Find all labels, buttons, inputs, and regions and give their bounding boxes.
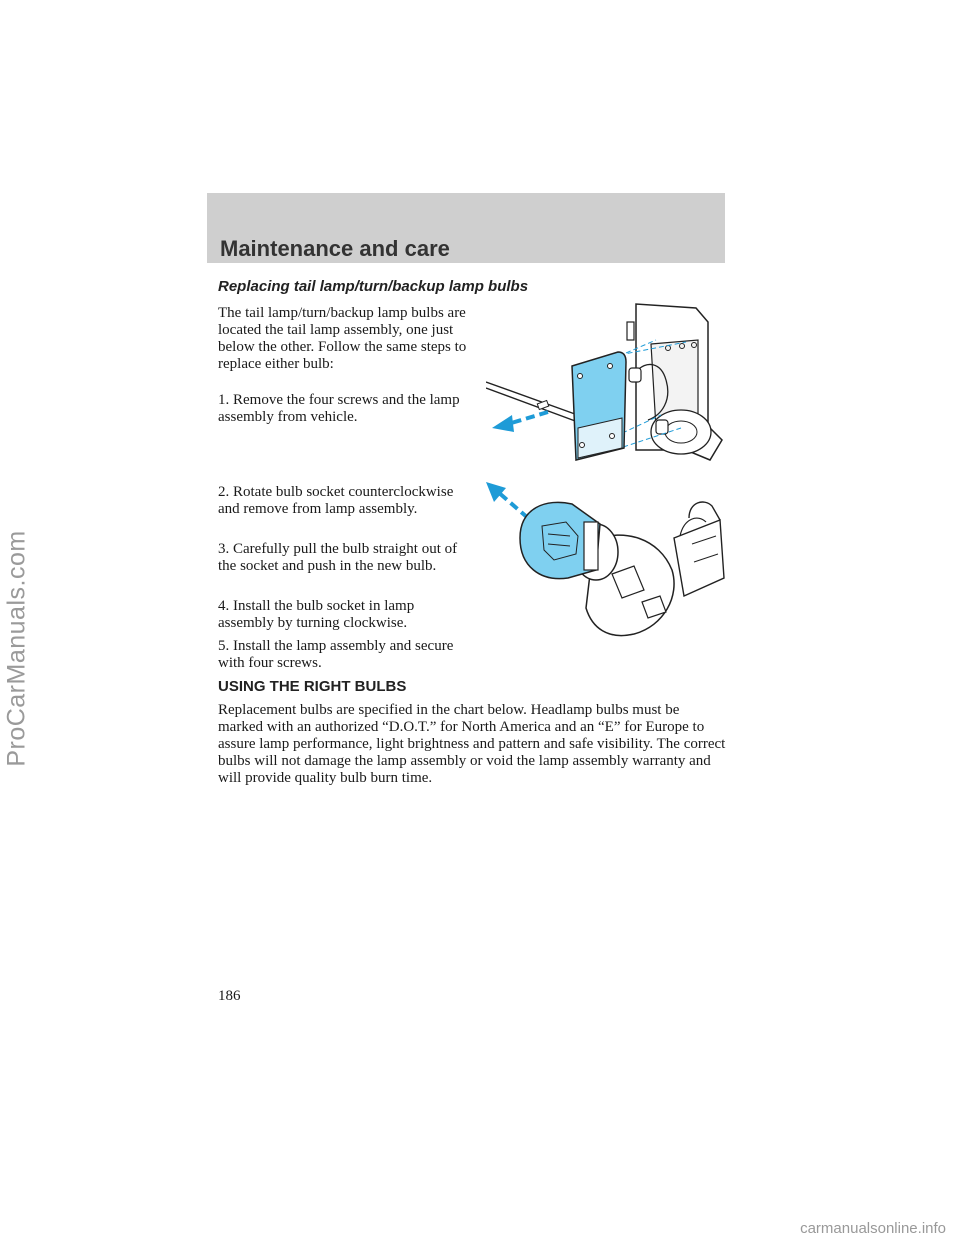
bulbs-heading: USING THE RIGHT BULBS (218, 678, 407, 695)
step-2: 2. Rotate bulb socket counterclockwise and remove from lamp assembly. (218, 484, 454, 517)
watermark-text: ProCarManuals.com (2, 529, 31, 767)
subheading: Replacing tail lamp/turn/backup lamp bulbs (218, 278, 529, 295)
page-number: 186 (218, 988, 241, 1004)
bulbs-paragraph: Replacement bulbs are specified in the chart below. Headlamp bulbs must be marked with an authorized “D.O.T.” for North America and an “E” for Europe to assure lamp performance, light brightness and pattern and safe visibility. The correct bulbs will not damage the lamp assembly or void the lamp assembly warranty and will provide quality bulb burn time. (218, 702, 726, 786)
section-title: Maintenance and care (220, 236, 450, 261)
step-3: 3. Carefully pull the bulb straight out of the socket and push in the new bulb. (218, 541, 458, 574)
intro-paragraph: The tail lamp/turn/backup lamp bulbs are located the tail lamp assembly, one just below the other. Follow the same steps to replace either bulb: (218, 305, 467, 372)
step-5: 5. Install the lamp assembly and secure with four screws. (218, 638, 454, 671)
step-4: 4. Install the bulb socket in lamp assembly by turning clockwise. (218, 598, 415, 631)
bulb-socket-illustration (484, 478, 730, 640)
side-watermark (0, 483, 34, 813)
step-1: 1. Remove the four screws and the lamp assembly from vehicle. (218, 392, 460, 425)
footer-site-label: carmanualsonline.info (800, 1220, 946, 1237)
tail-lamp-assembly-illustration (486, 300, 726, 472)
